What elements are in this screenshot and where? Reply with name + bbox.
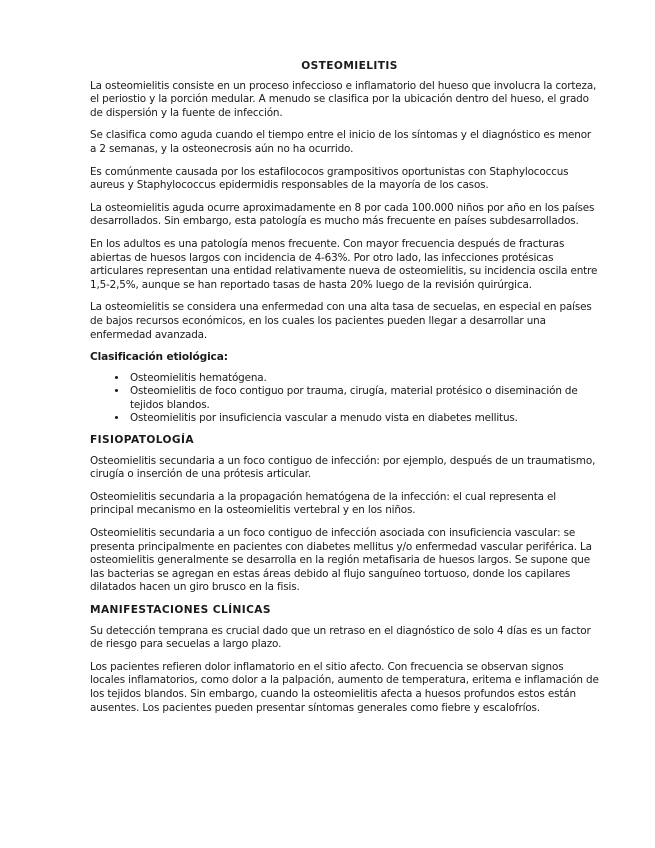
- clinical-heading: MANIFESTACIONES CLÍNICAS: [90, 604, 271, 616]
- intro-paragraph: Se clasifica como aguda cuando el tiempo entre el inicio de los síntomas y el diagnóstico es menor a 2 semanas, y la osteonecrosis aún no ha ocurrido.: [90, 129, 592, 155]
- pathophysiology-paragraph: Osteomielitis secundaria a un foco contiguo de infección: por ejemplo, después de un traumatismo, cirugía o inserción de una prótesis articular.: [90, 454, 596, 481]
- clinical-paragraph: Su detección temprana es crucial dado que un retraso en el diagnóstico de solo 4 días es un factor de riesgo para secuelas a largo plazo.: [90, 624, 591, 651]
- pathophysiology-paragraph: Osteomielitis secundaria a la propagación hematógena de la infección: el cual representa el principal mecanismo en la osteomielitis vertebral y en los niños.: [90, 490, 556, 517]
- classification-list: [90, 372, 599, 426]
- intro-paragraph: En los adultos es una patología menos frecuente. Con mayor frecuencia después de fracturas abiertas de huesos largos con incidencia de 4-63%. Por otro lado, las infecciones protésicas articulares representan una entidad relativamente nueva de osteomielitis, su incidencia oscila entre 1,5-2,5%, aunque se han reportado tasas de hasta 20% luego de la revisión quirúrgica.: [90, 237, 598, 291]
- intro-paragraph: La osteomielitis consiste en un proceso infeccioso e inflamatorio del hueso que involucra la corteza, el periostio y la porción medular. A menudo se clasifica por la ubicación dentro del hueso, el grado de dispersión y la fuente de infección.: [90, 79, 597, 119]
- pathophysiology-paragraph: Osteomielitis secundaria a un foco contiguo de infección asociada con insuficiencia vascular: se presenta principalmente en pacientes con diabetes mellitus y/o enfermedad vascular periférica. La osteomielitis generalmente se desarrolla en la región metafisaria de huesos largos. Se supone que las bacterias se agregan en estas áreas debido al flujo sanguíneo tortuoso, donde los capilares dilatados hacen un giro brusco en la fisis.: [90, 527, 592, 594]
- classification-heading: Clasificación etiológica:: [90, 351, 228, 364]
- clinical-paragraph: Los pacientes refieren dolor inflamatorio en el sitio afecto. Con frecuencia se observan signos locales inflamatorios, como dolor a la palpación, aumento de temperatura, eritema e inflamación de los tejidos blandos. Sin embargo, cuando la osteomielitis afecta a huesos profundos estos están ausentes. Los pacientes pueden presentar síntomas generales como fiebre y escalofríos.: [90, 660, 599, 714]
- document-title: OSTEOMIELITIS: [301, 60, 398, 72]
- intro-paragraph: La osteomielitis aguda ocurre aproximadamente en 8 por cada 100.000 niños por año en los países desarrollados. Sin embargo, esta patología es mucho más frecuente en países subdesarrollados.: [90, 201, 595, 228]
- list-item: • Osteomielitis hematógena.: [128, 372, 599, 386]
- list-item: • Osteomielitis de foco contiguo por trauma, cirugía, material protésico o diseminación de tejidos blandos.: [128, 385, 599, 412]
- intro-paragraph: Es comúnmente causada por los estafilococos grampositivos oportunistas con Staphylococcus aureus y Staphylococcus epidermidis responsables de la mayoría de los casos.: [90, 165, 569, 192]
- pathophysiology-heading: FISIOPATOLOGÍA: [90, 434, 194, 447]
- list-item: • Osteomielitis por insuficiencia vascular a menudo vista en diabetes mellitus.: [128, 412, 599, 426]
- intro-paragraph: La osteomielitis se considera una enfermedad con una alta tasa de secuelas, en especial en países de bajos recursos económicos, en los cuales los pacientes pueden llegar a desarrollar una enfermedad avanzada.: [90, 301, 592, 341]
